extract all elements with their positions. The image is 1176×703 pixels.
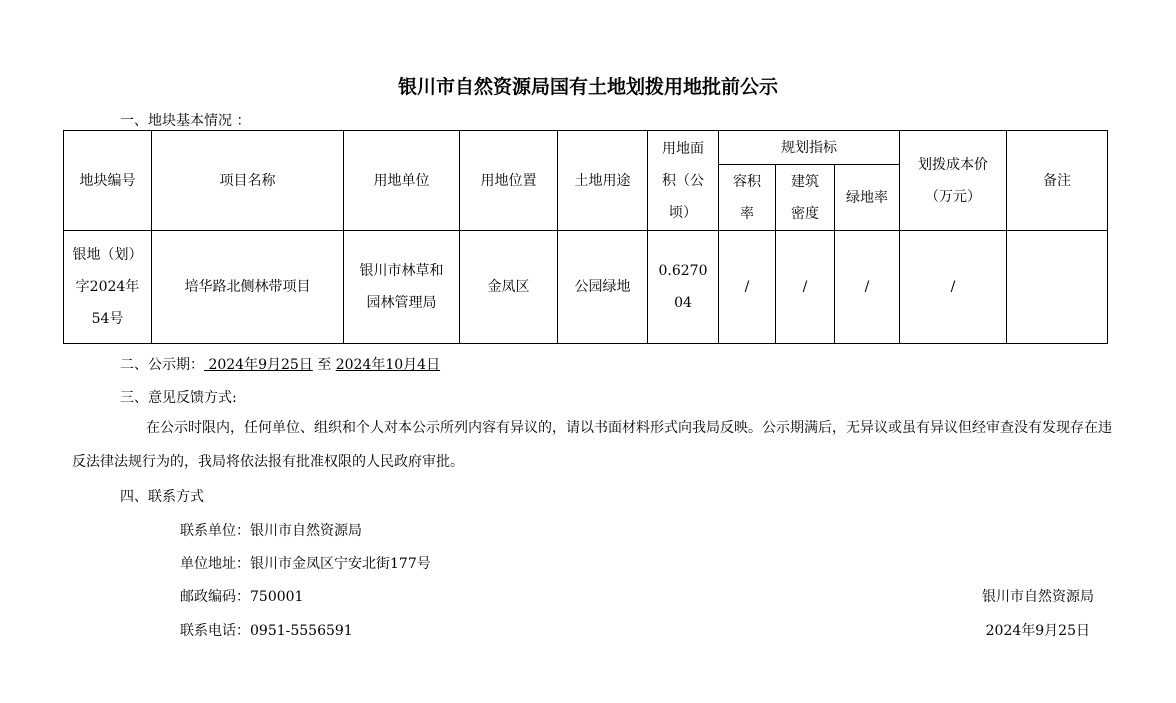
parcel-table (63, 130, 1108, 344)
signature-org: 银川市自然资源局 (982, 589, 1094, 605)
header-project-name: 项目名称 (152, 131, 344, 231)
cell-area: 0.627004 (648, 231, 719, 344)
contact-postcode: 邮政编码：750001 (180, 589, 304, 605)
feedback-paragraph-text: 在公示时限内，任何单位、组织和个人对本公示所列内容有异议的，请以书面材料形式向我局反映。公示期满后，无异议或虽有异议但经审查没有发现存在违反法律法规行为的，我局将依法报有批准权限的人民政府审批。 (72, 420, 1112, 470)
table-row (64, 231, 1108, 344)
header-far: 容积率 (719, 165, 776, 231)
contact-unit: 联系单位：银川市自然资源局 (180, 523, 362, 539)
cell-land-unit: 银川市林草和园林管理局 (344, 231, 460, 344)
contact-address: 单位地址：银川市金凤区宁安北街177号 (180, 556, 431, 572)
cell-project-name: 培华路北侧林带项目 (152, 231, 344, 344)
header-remark: 备注 (1007, 131, 1108, 231)
header-location: 用地位置 (460, 131, 558, 231)
cell-remark (1007, 231, 1108, 344)
cell-usage: 公园绿地 (558, 231, 648, 344)
header-land-unit: 用地单位 (344, 131, 460, 231)
header-green: 绿地率 (835, 165, 900, 231)
header-usage: 土地用途 (558, 131, 648, 231)
header-planning: 规划指标 (719, 131, 900, 165)
contact-phone: 联系电话：0951-5556591 (180, 623, 353, 639)
header-area: 用地面积（公顷） (648, 131, 719, 231)
cell-green: / (835, 231, 900, 344)
publicity-start: 2024年9月25日 (204, 357, 313, 373)
header-cost: 划拨成本价（万元） (900, 131, 1007, 231)
cell-cost: / (900, 231, 1007, 344)
publicity-to: 至 (312, 357, 336, 373)
signature-date: 2024年9月25日 (985, 623, 1090, 639)
section-contact: 四、联系方式 (120, 489, 204, 505)
cell-location: 金凤区 (460, 231, 558, 344)
section-basic-info: 一、地块基本情况 ： (120, 113, 251, 129)
page-title: 银川市自然资源局国有土地划拨用地批前公示 (397, 76, 778, 98)
cell-density: / (776, 231, 835, 344)
header-density: 建筑密度 (776, 165, 835, 231)
feedback-paragraph (72, 411, 1112, 479)
cell-parcel-no: 银地（划）字2024年54号 (64, 231, 152, 344)
publicity-end: 2024年10月4日 (335, 357, 441, 373)
section-feedback: 三、意见反馈方式: (120, 390, 237, 406)
publicity-label: 二、公示期： (120, 357, 204, 373)
section-publicity-period (120, 354, 440, 374)
cell-far: / (719, 231, 776, 344)
header-parcel-no: 地块编号 (64, 131, 152, 231)
